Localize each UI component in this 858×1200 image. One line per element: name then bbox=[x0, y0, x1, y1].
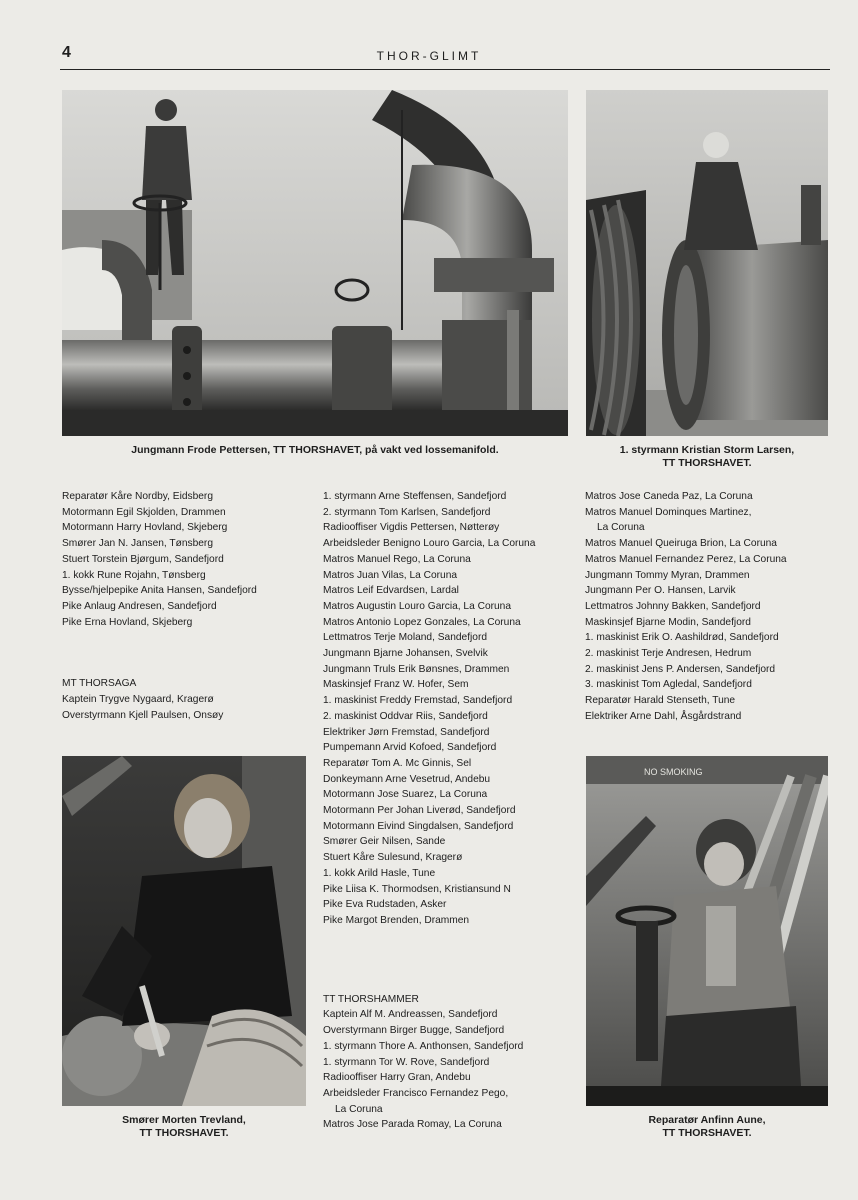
crew-line: 1. styrmann Thore A. Anthonsen, Sandefjord bbox=[323, 1040, 524, 1052]
caption-reparator-line1: Reparatør Anfinn Aune, bbox=[648, 1114, 766, 1126]
crew-line: Kaptein Trygve Nygaard, Kragerø bbox=[62, 694, 214, 706]
crew-line: Reparatør Tom A. Mc Ginnis, Sel bbox=[323, 757, 472, 769]
crew-line: Elektriker Arne Dahl, Åsgårdstrand bbox=[585, 710, 742, 722]
crew-line: 2. maskinist Oddvar Riis, Sandefjord bbox=[323, 710, 488, 722]
crew-line: Maskinsjef Franz W. Hofer, Sem bbox=[323, 679, 469, 691]
photo-lossemanifold bbox=[62, 90, 568, 436]
page-number: 4 bbox=[62, 44, 71, 61]
crew-line: Matros Jose Caneda Paz, La Coruna bbox=[585, 491, 753, 502]
crew-line: Arbeidsleder Benigno Louro Garcia, La Coruna bbox=[323, 538, 536, 550]
crew-line: Matros Manuel Dominques Martinez, bbox=[585, 506, 752, 518]
caption-winch-line1: 1. styrmann Kristian Storm Larsen, bbox=[619, 444, 795, 456]
crew-line: Overstyrmann Birger Bugge, Sandefjord bbox=[323, 1025, 505, 1037]
column-3 bbox=[585, 489, 787, 725]
crew-line: 1. styrmann Arne Steffensen, Sandefjord bbox=[323, 491, 507, 502]
crew-line: Smører Geir Nilsen, Sande bbox=[323, 836, 446, 848]
crew-line: 1. styrmann Tor W. Rove, Sandefjord bbox=[323, 1056, 490, 1068]
crew-line: Motormann Harry Hovland, Skjeberg bbox=[62, 522, 228, 534]
crew-line: Lettmatros Terje Moland, Sandefjord bbox=[323, 632, 488, 644]
crew-line: Reparatør Harald Stenseth, Tune bbox=[585, 695, 736, 707]
caption-lossemanifold: Jungmann Frode Pettersen, TT THORSHAVET, på vakt ved lossemanifold. bbox=[131, 444, 499, 456]
crew-line: Motormann Per Johan Liverød, Sandefjord bbox=[323, 805, 516, 817]
crew-line: 1. maskinist Freddy Fremstad, Sandefjord bbox=[323, 695, 513, 707]
crew-line: Stuert Kåre Sulesund, Kragerø bbox=[323, 852, 463, 864]
crew-line: Matros Juan Vilas, La Coruna bbox=[323, 569, 458, 581]
crew-line: Radiooffiser Harry Gran, Andebu bbox=[323, 1072, 471, 1084]
crew-line: Matros Manuel Rego, La Coruna bbox=[323, 553, 471, 565]
crew-line: Motormann Jose Suarez, La Coruna bbox=[323, 789, 488, 801]
crew-line: Pumpemann Arvid Kofoed, Sandefjord bbox=[323, 742, 497, 754]
crew-line: Jungmann Bjarne Johansen, Svelvik bbox=[323, 648, 488, 660]
crew-line: Pike Anlaug Andresen, Sandefjord bbox=[62, 600, 217, 612]
caption-winch-line2: TT THORSHAVET. bbox=[662, 457, 752, 469]
crew-line: Matros Manuel Fernandez Perez, La Coruna bbox=[585, 553, 787, 565]
crew-line: La Coruna bbox=[597, 522, 645, 534]
ship-heading-thorsaga: MT THORSAGA bbox=[62, 678, 137, 690]
crew-line: Jungmann Tommy Myran, Drammen bbox=[585, 569, 750, 581]
crew-line: Pike Liisa K. Thormodsen, Kristiansund N bbox=[323, 883, 511, 895]
crew-line: 2. maskinist Jens P. Andersen, Sandefjord bbox=[585, 663, 776, 675]
crew-line: Lettmatros Johnny Bakken, Sandefjord bbox=[585, 600, 761, 612]
caption-smorer-line2: TT THORSHAVET. bbox=[139, 1127, 229, 1139]
crew-line: La Coruna bbox=[335, 1103, 383, 1115]
photo-winch bbox=[586, 90, 828, 436]
crew-line: Motormann Eivind Singdalsen, Sandefjord bbox=[323, 820, 514, 832]
crew-line: 2. styrmann Tom Karlsen, Sandefjord bbox=[323, 506, 491, 518]
crew-line: Overstyrmann Kjell Paulsen, Onsøy bbox=[62, 709, 224, 721]
ship-heading-thorshammer: TT THORSHAMMER bbox=[323, 993, 419, 1005]
crew-line: Bysse/hjelpepike Anita Hansen, Sandefjord bbox=[62, 585, 257, 597]
header-rule bbox=[60, 69, 830, 70]
photo-reparator bbox=[586, 756, 828, 1106]
crew-line: Matros Augustin Louro Garcia, La Coruna bbox=[323, 600, 512, 612]
crew-line: Reparatør Kåre Nordby, Eidsberg bbox=[62, 491, 213, 502]
publication-title: THOR-GLIMT bbox=[376, 49, 482, 63]
crew-line: Smører Jan N. Jansen, Tønsberg bbox=[62, 538, 213, 550]
crew-line: Radiooffiser Vigdis Pettersen, Nøtterøy bbox=[323, 522, 500, 534]
crew-line: Motormann Egil Skjolden, Drammen bbox=[62, 506, 226, 518]
crew-line: Pike Eva Rudstaden, Asker bbox=[323, 899, 447, 911]
crew-line: 3. maskinist Tom Agledal, Sandefjord bbox=[585, 679, 752, 691]
crew-line: 1. kokk Arild Hasle, Tune bbox=[323, 867, 436, 879]
column-2 bbox=[323, 489, 535, 1133]
crew-line: Pike Erna Hovland, Skjeberg bbox=[62, 616, 193, 628]
crew-line: Kaptein Alf M. Andreassen, Sandefjord bbox=[323, 1009, 498, 1021]
caption-reparator bbox=[586, 1114, 828, 1140]
crew-line: 1. kokk Rune Rojahn, Tønsberg bbox=[62, 569, 206, 581]
crew-line: Donkeymann Arne Vesetrud, Andebu bbox=[323, 773, 491, 785]
crew-line: Stuert Torstein Bjørgum, Sandefjord bbox=[62, 553, 224, 565]
crew-line: Arbeidsleder Francisco Fernandez Pego, bbox=[323, 1087, 509, 1099]
crew-line: Jungmann Per O. Hansen, Larvik bbox=[585, 585, 736, 597]
crew-line: Jungmann Truls Erik Bønsnes, Drammen bbox=[323, 663, 510, 675]
caption-smorer bbox=[62, 1114, 306, 1140]
caption-smorer-line1: Smører Morten Trevland, bbox=[122, 1114, 246, 1126]
photo-smorer bbox=[62, 756, 306, 1106]
sign-no-smoking: NO SMOKING bbox=[644, 767, 703, 777]
crew-line: 2. maskinist Terje Andresen, Hedrum bbox=[585, 648, 752, 660]
crew-line: Maskinsjef Bjarne Modin, Sandefjord bbox=[585, 616, 751, 628]
crew-line: 1. maskinist Erik O. Aashildrød, Sandefjord bbox=[585, 632, 779, 644]
crew-line: Matros Jose Parada Romay, La Coruna bbox=[323, 1119, 502, 1131]
crew-line: Matros Leif Edvardsen, Lardal bbox=[323, 585, 459, 597]
column-1 bbox=[62, 489, 257, 723]
crew-line: Matros Antonio Lopez Gonzales, La Coruna bbox=[323, 616, 521, 628]
crew-line: Pike Margot Brenden, Drammen bbox=[323, 914, 470, 926]
caption-winch bbox=[586, 444, 828, 470]
caption-reparator-line2: TT THORSHAVET. bbox=[662, 1127, 752, 1139]
crew-line: Elektriker Jørn Fremstad, Sandefjord bbox=[323, 726, 490, 738]
crew-line: Matros Manuel Queiruga Brion, La Coruna bbox=[585, 538, 777, 550]
